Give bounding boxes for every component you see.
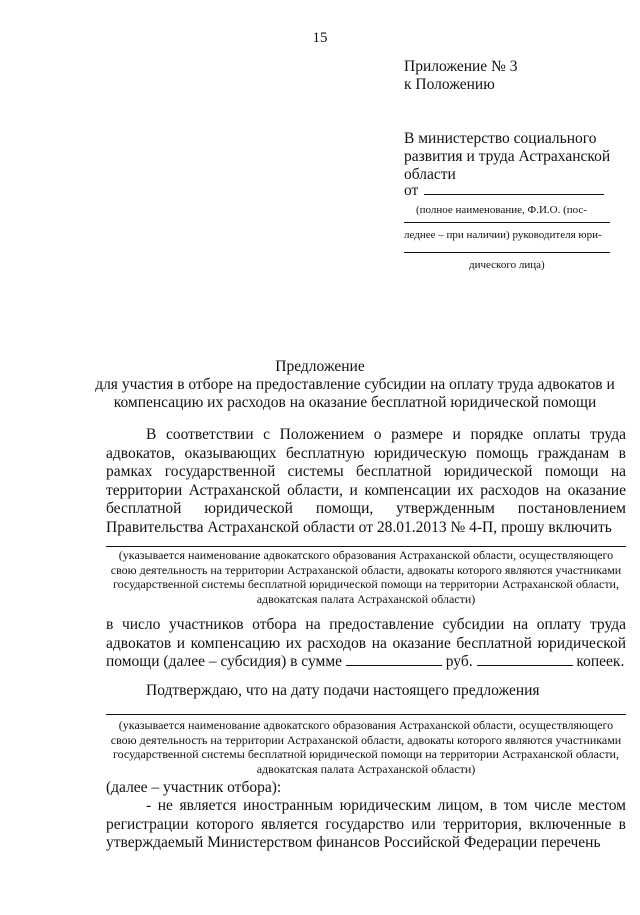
confirm-line: Подтверждаю, что на дату подачи настоящего предложения [146, 682, 540, 699]
addressee-block [404, 130, 624, 184]
participant-label: (далее – участник отбора): [106, 779, 282, 796]
kop-label: копеек. [576, 653, 625, 670]
applicant-blank-line-3[interactable] [404, 252, 610, 253]
addressee-line-3: области [404, 166, 456, 183]
page-number: 15 [312, 30, 328, 46]
applicant-hint-1: (полное наименование, Ф.И.О. (пос- [416, 204, 587, 216]
from-row [404, 182, 614, 200]
applicant-hint-2: леднее – при наличии) руководителя юри- [404, 229, 602, 241]
from-label: от [404, 182, 419, 199]
amount-kop-blank[interactable] [477, 653, 573, 666]
addressee-line-2: развития и труда Астраханской [404, 148, 611, 165]
rub-label: руб. [445, 653, 473, 670]
subsidy-amount-text: в число участников отбора на предоставление субсидии на оплату труда адвокатов и компенсацию их расходов на оказание бесплатной юридической помощи (далее – субсидия) в сумме [106, 616, 626, 670]
appendix-reference [404, 58, 517, 94]
condition-bullet-1: - не является иностранным юридическим лицом, в том числе местом регистрации которого является государство или территория, включенные в утверждаемый Министерством финансов Российской Федерации перечень [106, 797, 626, 851]
from-blank-line[interactable] [424, 182, 604, 195]
addressee-line-1: В министерство социального [404, 130, 597, 147]
organization-blank-line-1[interactable] [106, 546, 626, 547]
organization-caption-2: (указывается наименование адвокатского образования Астраханской области, осуществляющего свою деятельность на территории Астраханской области, адвокаты которого являются участниками государственной системы бесплатной юридической помощи на территории Астраханской области, адвокатская палата Астраханской области) [110, 718, 622, 776]
document-title: Предложение [275, 358, 365, 375]
amount-rub-blank[interactable] [346, 653, 442, 666]
subsidy-amount-paragraph [106, 616, 626, 672]
organization-caption-1: (указывается наименование адвокатского образования Астраханской области, осуществляющего свою деятельность на территории Астраханской области, адвокаты которого являются участниками государственной системы бесплатной юридической помощи на территории Астраханской области, адвокатская палата Астраханской области) [110, 548, 622, 606]
applicant-hint-3: дического лица) [469, 259, 545, 271]
appendix-line-2: к Положению [404, 76, 495, 93]
document-subtitle: для участия в отборе на предоставление субсидии на оплату труда адвокатов и компенсацию их расходов на оказание бесплатной юридической помощи [95, 376, 615, 411]
main-paragraph: В соответствии с Положением о размере и порядке оплаты труда адвокатов, оказывающих бесплатную юридическую помощь гражданам в рамках государственной системы бесплатной юридической помощи на территории Астраханской области, и компенсации их расходов на оказание бесплатной юридической помощи, утвержденным постановлением Правительства Астраханской области от 28.01.2013 № 4-П, прошу включить [106, 426, 626, 536]
appendix-line-1: Приложение № 3 [404, 58, 518, 75]
organization-blank-line-2[interactable] [106, 714, 626, 715]
applicant-blank-line-2[interactable] [404, 222, 610, 223]
